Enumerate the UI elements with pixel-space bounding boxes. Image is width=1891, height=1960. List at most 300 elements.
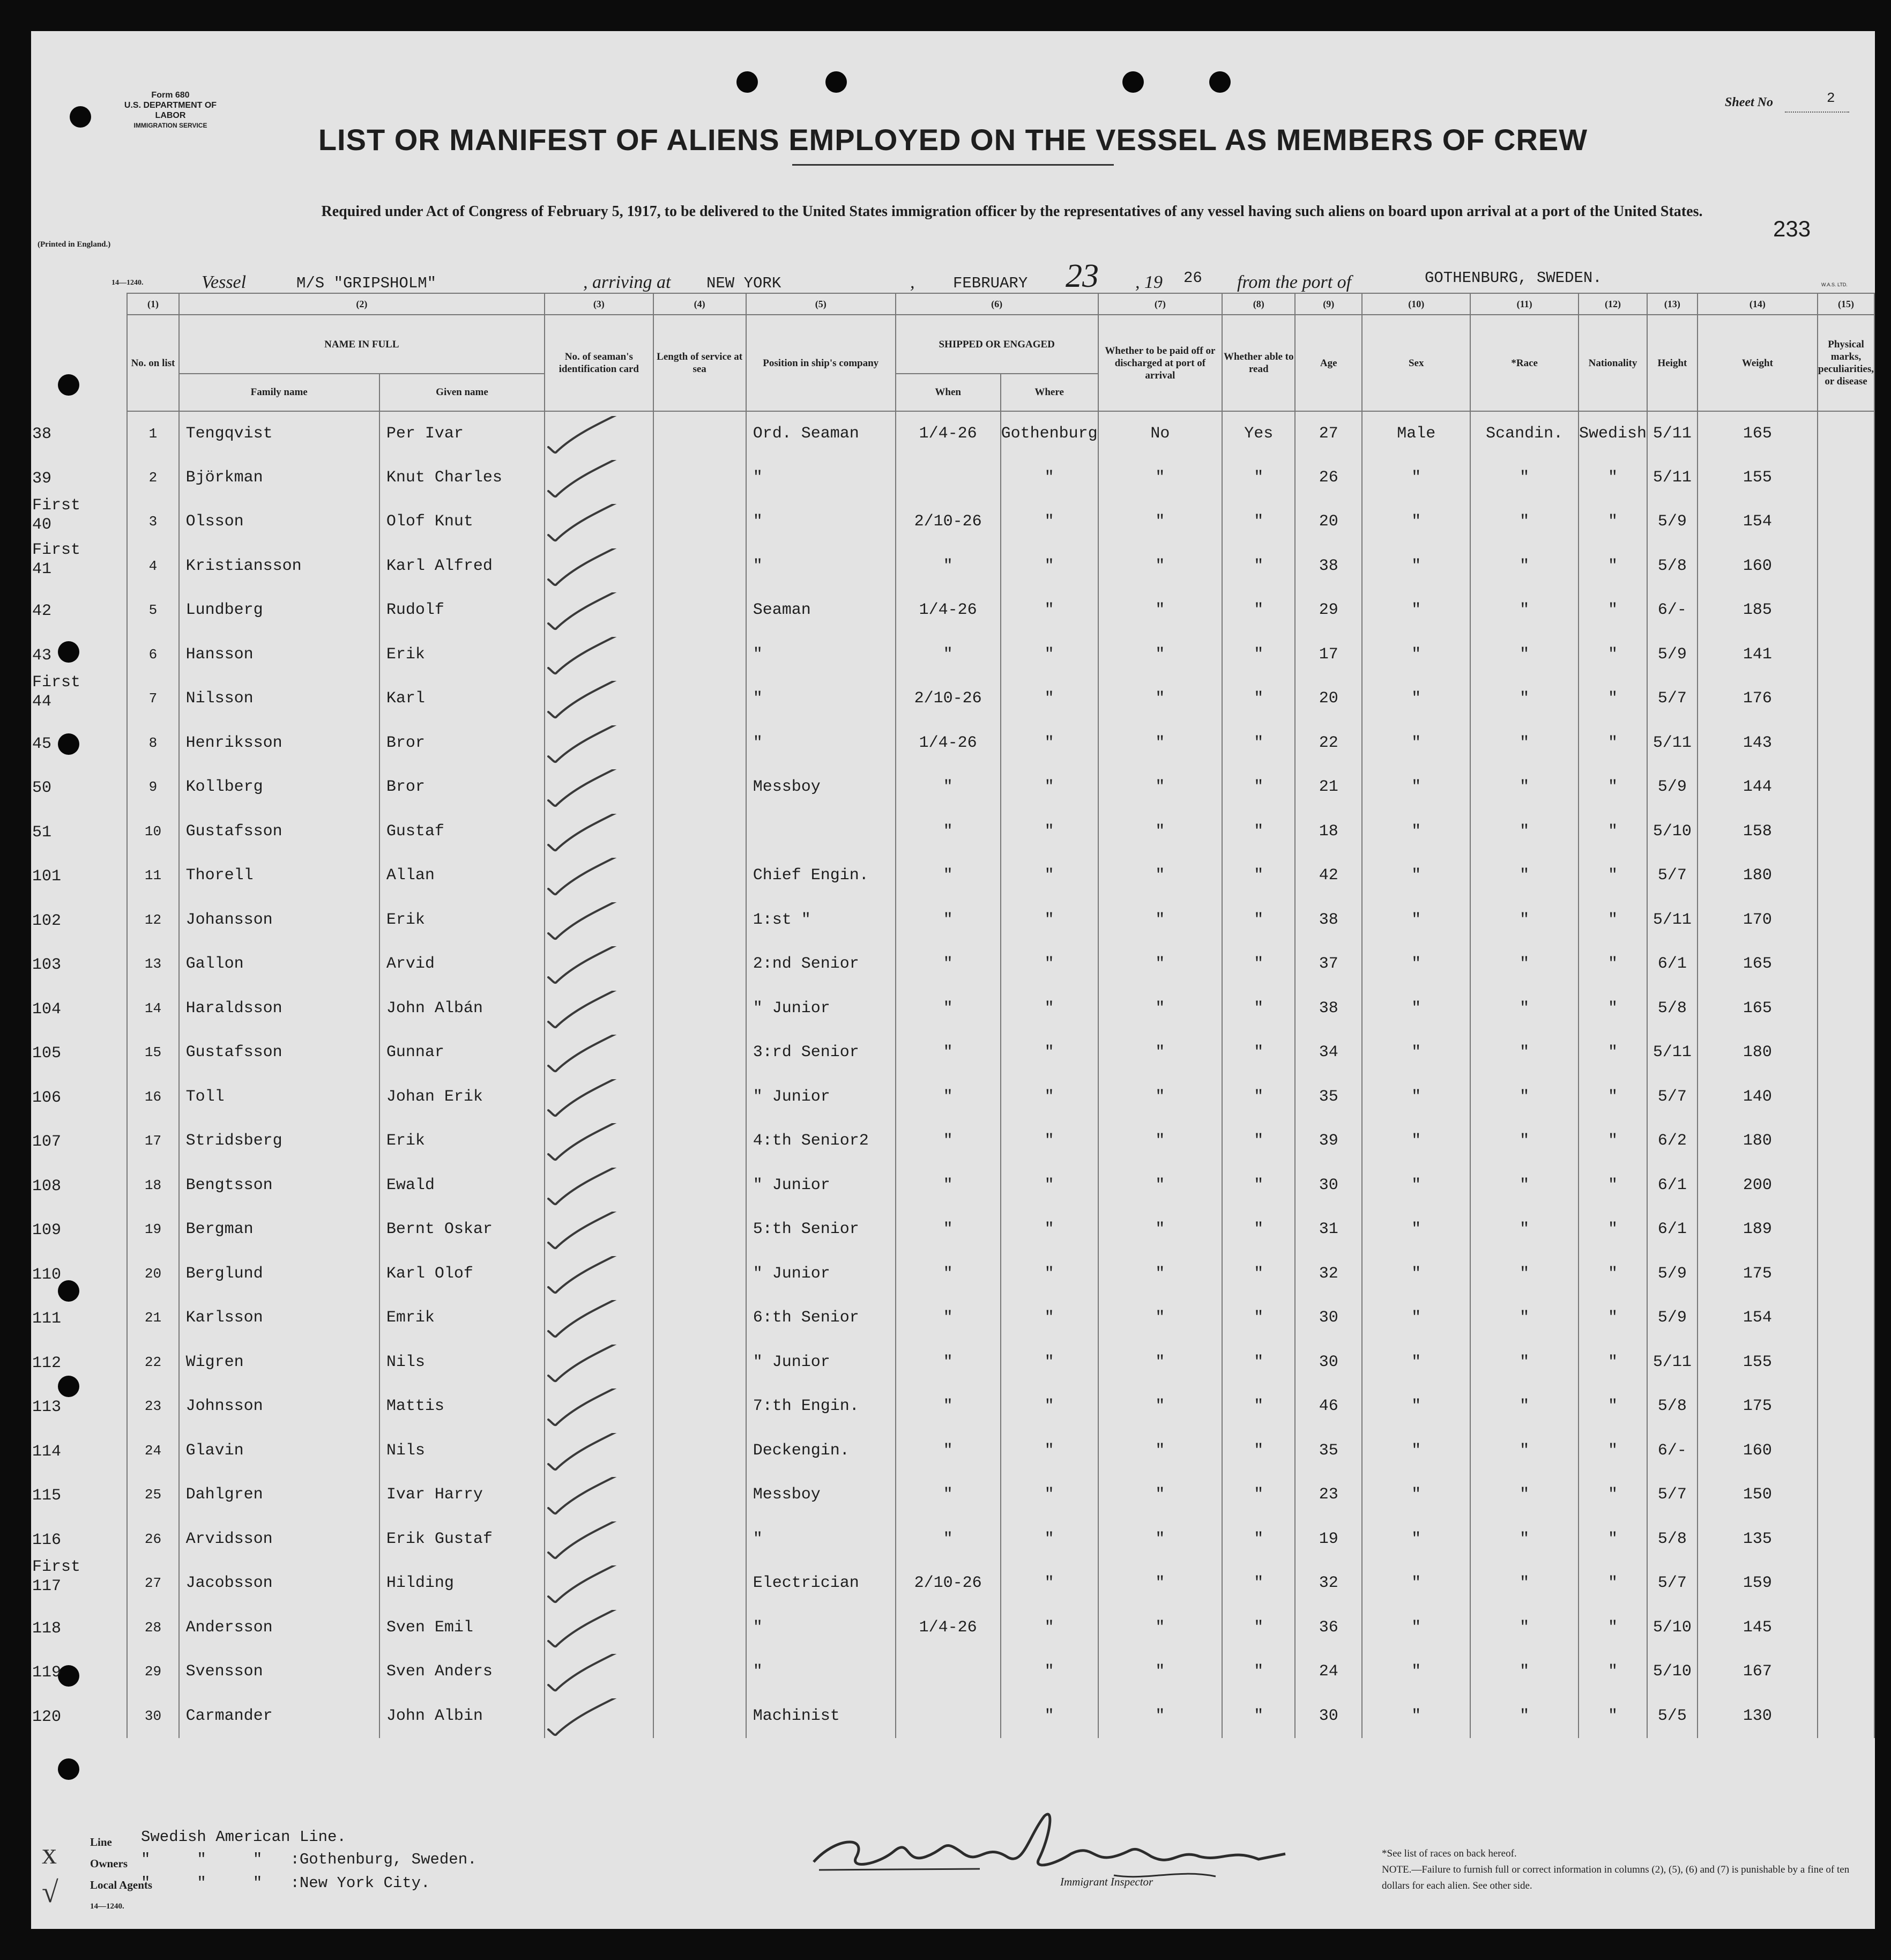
margin-cell [32,810,126,854]
paid-off: " [1098,942,1223,986]
family-name: Kristiansson [179,544,379,589]
race: " [1470,1384,1579,1429]
shipped-when: " [896,1429,1001,1473]
position-header: Position in ship's company [746,315,896,411]
physical-marks-cell [1818,677,1874,721]
race: Scandin. [1470,411,1579,456]
col-number: (8) [1222,293,1295,315]
check-mark-stroke [548,460,647,496]
family-name: Stridsberg [179,1119,379,1163]
nationality: Swedish [1579,411,1647,456]
margin-number: 44 [32,693,52,711]
row-number: 8 [127,721,178,766]
margin-cell [32,853,126,898]
physical-marks-header: Physical marks, peculiarities, or disease [1818,315,1874,411]
family-name: Carmander [179,1694,379,1739]
race-note: *See list of races on back hereof. [1382,1848,1517,1859]
race: " [1470,1650,1579,1694]
age: 35 [1295,1429,1362,1473]
sex: " [1362,1650,1470,1694]
margin-number: 38 [32,425,52,443]
shipped-where: " [1001,986,1098,1031]
able-to-read: Yes [1222,411,1295,456]
shipped-where: " [1001,456,1098,500]
check-mark-stroke [548,769,647,806]
shipped-when: " [896,1473,1001,1517]
paid-off: " [1098,986,1223,1031]
shipped-when: " [896,898,1001,942]
physical-marks-cell [1818,1252,1874,1296]
family-name: Bergman [179,1207,379,1252]
shipped-when: " [896,1075,1001,1119]
paid-off: " [1098,1694,1223,1739]
nationality: " [1579,588,1647,633]
age: 23 [1295,1473,1362,1517]
race: " [1470,588,1579,633]
nationality-header: Nationality [1579,315,1647,411]
given-name: Johan Erik [379,1075,545,1119]
given-name: Hilding [379,1561,545,1606]
table-row [50,633,1874,677]
table-row [50,1517,1874,1562]
arriving-label: , arriving at [583,272,671,292]
family-name: Haraldsson [179,986,379,1031]
row-number: 4 [127,544,178,589]
height: 6/1 [1647,1163,1698,1208]
row-number: 18 [127,1163,178,1208]
given-name: Gunnar [379,1030,545,1075]
row-number: 9 [127,765,178,810]
shipped-when: 1/4-26 [896,721,1001,766]
given-name: Per Ivar [379,411,545,456]
position: Seaman [746,588,896,633]
margin-cell [32,1473,126,1517]
row-number: 23 [127,1384,178,1429]
margin-number: 102 [32,911,62,930]
able-to-read: " [1222,1650,1295,1694]
race: " [1470,1296,1579,1340]
no-on-list-header: No. on list [127,315,178,411]
paid-off: " [1098,898,1223,942]
table-row [50,1694,1874,1739]
shipped-where: " [1001,1296,1098,1340]
shipped-when: " [896,1384,1001,1429]
shipped-where: " [1001,1207,1098,1252]
sex: " [1362,721,1470,766]
check-mark-stroke [548,592,647,629]
margin-cell [32,540,126,589]
table-row [50,1650,1874,1694]
col-number: (11) [1470,293,1579,315]
year-suffix: 26 [1183,269,1202,287]
height: 6/- [1647,588,1698,633]
weight-header: Weight [1698,315,1818,411]
family-name: Lundberg [179,588,379,633]
row-number: 19 [127,1207,178,1252]
sheet-label: Sheet No [1725,95,1773,109]
sex: " [1362,1207,1470,1252]
id-card-check-cell [545,1030,653,1075]
arrival-day: 23 [1066,258,1099,294]
row-number: 20 [127,1252,178,1296]
check-mark-icon [545,1079,706,1122]
given-name: Gustaf [379,810,545,854]
able-to-read: " [1222,456,1295,500]
col-number: (1) [127,293,178,315]
race: " [1470,633,1579,677]
physical-marks-cell [1818,1030,1874,1075]
margin-cell [32,411,126,456]
table-row [50,588,1874,633]
col-number: (12) [1579,293,1647,315]
shipped-where: Gothenburg [1001,411,1098,456]
height: 5/11 [1647,1030,1698,1075]
table-row [50,986,1874,1031]
id-card-check-cell [545,500,653,544]
check-mark-stroke [548,637,647,673]
shipped-where: " [1001,1163,1098,1208]
footer-print-code: 14—1240. [90,1902,124,1911]
id-card-check-cell [545,1429,653,1473]
form-number: Form 680 [151,91,190,100]
family-name: Nilsson [179,677,379,721]
paid-off: " [1098,500,1223,544]
given-name: Allan [379,853,545,898]
check-mark-stroke [548,1345,647,1381]
margin-number: 41 [32,560,52,578]
paid-off: " [1098,1606,1223,1650]
nationality: " [1579,986,1647,1031]
shipped-where: " [1001,677,1098,721]
check-mark-stroke [548,416,647,452]
position: Messboy [746,765,896,810]
nationality: " [1579,1650,1647,1694]
family-name: Bengtsson [179,1163,379,1208]
margin-number: 119 [32,1664,62,1682]
sex: " [1362,1473,1470,1517]
given-name: Erik Gustaf [379,1517,545,1562]
physical-marks-cell [1818,1296,1874,1340]
row-number: 26 [127,1517,178,1562]
age: 20 [1295,500,1362,544]
age: 21 [1295,765,1362,810]
check-mark-icon [545,946,706,989]
margin-number: 106 [32,1088,62,1107]
able-to-read: " [1222,677,1295,721]
id-card-check-cell [545,1207,653,1252]
sex: " [1362,677,1470,721]
nationality: " [1579,810,1647,854]
check-mark-stroke [548,1477,647,1513]
margin-cell [32,721,126,766]
margin-number: 115 [32,1487,62,1505]
position: 6:th Senior [746,1296,896,1340]
race: " [1470,1340,1579,1385]
row-number: 29 [127,1650,178,1694]
margin-number: 40 [32,516,52,534]
first-annotation: First [32,673,81,692]
id-card-check-cell [545,1650,653,1694]
family-name: Jacobsson [179,1561,379,1606]
physical-marks-cell [1818,1163,1874,1208]
id-card-header: No. of seaman's identification card [545,315,653,411]
margin-cell [32,1517,126,1562]
shipped-where: " [1001,810,1098,854]
id-card-check-cell [545,1694,653,1739]
race: " [1470,1606,1579,1650]
position [746,810,896,854]
paid-off: " [1098,1340,1223,1385]
table-row [50,765,1874,810]
position: Electrician [746,1561,896,1606]
sex: " [1362,1517,1470,1562]
margin-cell [32,942,126,986]
shipped-when: 2/10-26 [896,1561,1001,1606]
paid-off: " [1098,544,1223,589]
check-mark-icon [545,991,706,1034]
physical-marks-cell [1818,456,1874,500]
id-card-check-cell [545,721,653,766]
punch-hole [1209,71,1231,93]
able-to-read: " [1222,500,1295,544]
physical-marks-cell [1818,1119,1874,1163]
race: " [1470,942,1579,986]
height: 5/8 [1647,1517,1698,1562]
punch-hole [1122,71,1144,93]
check-mark-stroke [548,1654,647,1690]
family-name: Glavin [179,1429,379,1473]
position: 2:nd Senior [746,942,896,986]
weight: 159 [1698,1561,1818,1606]
row-number: 3 [127,500,178,544]
sex: " [1362,1606,1470,1650]
age: 30 [1295,1296,1362,1340]
position: " [746,677,896,721]
weight: 130 [1698,1694,1818,1739]
race: " [1470,1252,1579,1296]
weight: 180 [1698,1119,1818,1163]
paid-off: " [1098,1075,1223,1119]
margin-cell [32,456,126,500]
nationality: " [1579,1119,1647,1163]
paid-off: " [1098,853,1223,898]
shipped-when: " [896,942,1001,986]
inspector-label: Immigrant Inspector [1060,1875,1153,1888]
nationality: " [1579,1606,1647,1650]
margin-number: 113 [32,1398,62,1416]
table-row [50,1030,1874,1075]
sex: " [1362,1252,1470,1296]
margin-number: 42 [32,602,52,620]
id-card-check-cell [545,1473,653,1517]
age: 24 [1295,1650,1362,1694]
weight: 140 [1698,1075,1818,1119]
weight: 154 [1698,500,1818,544]
able-to-read: " [1222,942,1295,986]
position: 3:rd Senior [746,1030,896,1075]
check-mark-icon [545,637,706,680]
family-name: Berglund [179,1252,379,1296]
family-name: Kollberg [179,765,379,810]
age: 39 [1295,1119,1362,1163]
family-name: Thorell [179,853,379,898]
table-row [50,677,1874,721]
height: 6/1 [1647,942,1698,986]
footer-line-label: Line [90,1836,112,1848]
race: " [1470,1163,1579,1208]
position: 4:th Senior2 [746,1119,896,1163]
weight: 155 [1698,1340,1818,1385]
weight: 135 [1698,1517,1818,1562]
family-name: Andersson [179,1606,379,1650]
family-name: Toll [179,1075,379,1119]
given-name: Bernt Oskar [379,1207,545,1252]
able-to-read: " [1222,1429,1295,1473]
col-number: (5) [746,293,896,315]
table-row [50,1340,1874,1385]
shipped-where: " [1001,588,1098,633]
check-mark-icon [545,1698,706,1741]
row-number: 7 [127,677,178,721]
given-name: Karl Olof [379,1252,545,1296]
footer-owners-label: Owners [90,1857,128,1870]
age: 19 [1295,1517,1362,1562]
weight: 180 [1698,853,1818,898]
paid-off: " [1098,1650,1223,1694]
paid-off: " [1098,765,1223,810]
race: " [1470,1561,1579,1606]
sex: " [1362,456,1470,500]
row-number: 12 [127,898,178,942]
row-number: 5 [127,588,178,633]
paid-off: " [1098,1561,1223,1606]
age: 18 [1295,810,1362,854]
race: " [1470,810,1579,854]
header-row [50,315,1874,374]
table-row [50,456,1874,500]
paid-off: " [1098,1163,1223,1208]
margin-cell [32,1384,126,1429]
col-number: (3) [545,293,653,315]
able-to-read: " [1222,1517,1295,1562]
race: " [1470,1075,1579,1119]
weight: 143 [1698,721,1818,766]
shipped-when: " [896,1163,1001,1208]
height: 5/11 [1647,411,1698,456]
able-to-read: " [1222,1384,1295,1429]
physical-marks-cell [1818,1207,1874,1252]
paid-off: " [1098,588,1223,633]
paid-off: " [1098,633,1223,677]
race: " [1470,456,1579,500]
nationality: " [1579,1429,1647,1473]
check-mark-icon [545,1168,706,1211]
row-number: 21 [127,1296,178,1340]
sex: " [1362,1296,1470,1340]
check-mark-stroke [548,548,647,585]
able-to-read: " [1222,1296,1295,1340]
shipped-where: " [1001,1252,1098,1296]
race: " [1470,1429,1579,1473]
height: 5/7 [1647,853,1698,898]
shipped-when: " [896,1252,1001,1296]
position: " Junior [746,1252,896,1296]
paid-off-header: Whether to be paid off or discharged at port of arrival [1098,315,1223,411]
able-to-read: " [1222,1119,1295,1163]
check-mark-icon [545,416,706,459]
physical-marks-cell [1818,810,1874,854]
check-mark-stroke [548,946,647,983]
id-card-check-cell [545,1561,653,1606]
footer-owners: " " " :Gothenburg, Sweden. [141,1851,477,1868]
physical-marks-cell [1818,1517,1874,1562]
height: 6/2 [1647,1119,1698,1163]
check-mark-icon [545,902,706,945]
margin-number: 111 [32,1310,62,1328]
sex: " [1362,765,1470,810]
table-row [50,721,1874,766]
comma: , [910,272,915,292]
height: 5/9 [1647,1252,1698,1296]
height: 5/9 [1647,500,1698,544]
able-to-read: " [1222,1606,1295,1650]
inspector-signature [803,1806,1317,1886]
id-card-check-cell [545,1517,653,1562]
margin-cell [32,986,126,1031]
margin-cell [32,1030,126,1075]
height: 5/9 [1647,765,1698,810]
sex: " [1362,500,1470,544]
col-number: (15) [1818,293,1874,315]
margin-number: 118 [32,1619,62,1638]
weight: 170 [1698,898,1818,942]
shipped-where: " [1001,1517,1098,1562]
check-mark-icon [545,592,706,635]
physical-marks-cell [1818,986,1874,1031]
nationality: " [1579,721,1647,766]
table-row [50,898,1874,942]
punch-hole [825,71,847,93]
row-number: 16 [127,1075,178,1119]
family-name: Svensson [179,1650,379,1694]
weight: 175 [1698,1384,1818,1429]
position: " Junior [746,986,896,1031]
nationality: " [1579,677,1647,721]
id-card-check-cell [545,544,653,589]
family-name: Johansson [179,898,379,942]
margin-cell [32,1429,126,1473]
sex: " [1362,633,1470,677]
col-number: (13) [1647,293,1698,315]
given-name: Ewald [379,1163,545,1208]
age: 38 [1295,986,1362,1031]
physical-marks-cell [1818,1075,1874,1119]
age: 38 [1295,544,1362,589]
physical-marks-cell [1818,898,1874,942]
check-mark-icon [545,858,706,901]
check-mark-icon [545,1345,706,1387]
shipped-where: " [1001,1119,1098,1163]
check-mark-stroke [548,1521,647,1558]
id-card-check-cell [545,1296,653,1340]
row-number: 28 [127,1606,178,1650]
shipped-when: " [896,1517,1001,1562]
physical-marks-cell [1818,1473,1874,1517]
id-card-check-cell [545,1340,653,1385]
height: 5/10 [1647,1606,1698,1650]
nationality: " [1579,853,1647,898]
weight: 141 [1698,633,1818,677]
